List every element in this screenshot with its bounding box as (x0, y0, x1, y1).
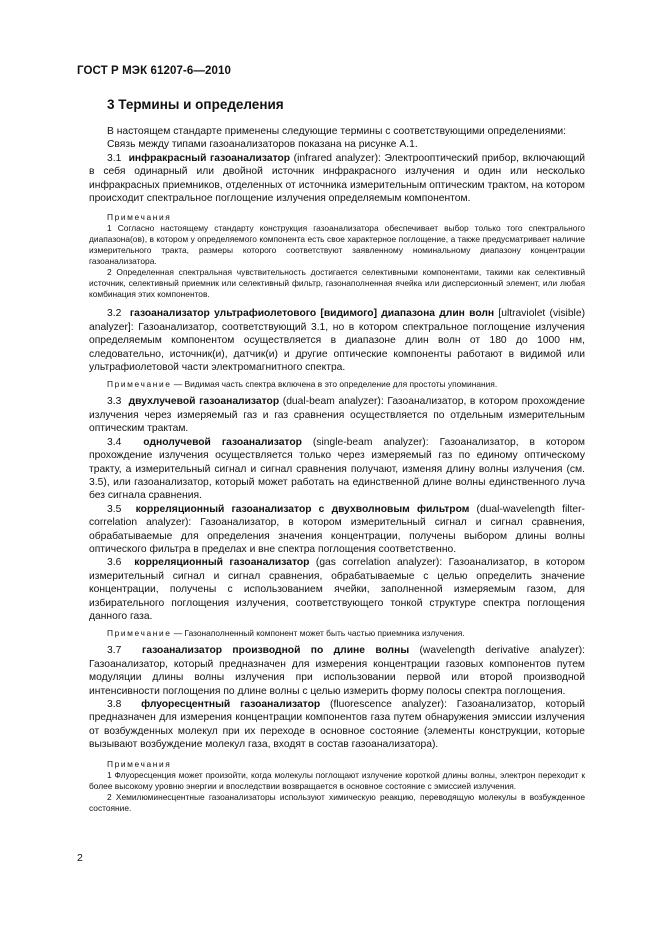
term-3-7: 3.7 газоанализатор производной по длине волны (wavelength derivative analyzer): Газоанализатор, который предназначен для измерения концентрации газовых компонентов путем модуляции длины волны излучения при использовании первой или второй производной интенсивности поглощения по длине волны с целью измерить форму полосы спектра поглощения. (89, 645, 585, 697)
term-3-4-title: однолучевой газоанализатор (143, 436, 302, 448)
term-3-2-title: газоанализатор ультрафиолетового [видимого] диапазона длин волн (129, 308, 495, 320)
note-3-2: Примечание — Видимая часть спектра включена в это определение для простоты упоминания. (107, 379, 498, 390)
note-3-6: Примечание — Газонаполненный компонент может быть частью приемника излучения. (107, 628, 465, 639)
term-3-1-title: инфракрасный газоанализатор (128, 152, 291, 164)
standard-header: ГОСТ Р МЭК 61207-6—2010 (77, 65, 231, 77)
note-3-1-2: 2 Определенная спектральная чувствительность достигается селективными компонентами, такими как селективный источник, селективный приемник или селективный фильтр, газонаполненная ячейка или дисперсионный элемент, или любая комбинация этих компонентов. (89, 267, 585, 300)
body-text (89, 125, 585, 814)
term-3-4: 3.4 однолучевой газоанализатор (single-beam analyzer): Газоанализатор, в котором прохождение излучения осуществляется только через измеряемый газ по единому оптическому тракту, а измерительный сигнал и сигнал сравнения получают, изменяя длину волны излучения (см. 3.5), или газоанализатор, который может работать на единственной длине волны единственного луча без сигнала сравнения. (89, 436, 585, 502)
section-title: 3 Термины и определения (107, 97, 284, 112)
term-3-3: 3.3 двухлучевой газоанализатор (dual-beam analyzer): Газоанализатор, в котором прохождение излучения через измеряемый газ и газ сравнения осуществляется по отдельным измерительным оптическим трактам. (89, 396, 585, 435)
term-3-3-title: двухлучевой газоанализатор (128, 396, 280, 408)
term-3-5-title: корреляционный газоанализатор с двухволновым фильтром (135, 503, 470, 515)
note-3-8-2: 2 Хемилюминесцентные газоанализаторы используют химическую реакцию, переводящую молекулы в возбужденное состояние. (89, 791, 585, 813)
intro-paragraph-2: Связь между типами газоанализаторов показана на рисунке А.1. (107, 139, 418, 151)
term-3-8-title: флуоресцентный газоанализатор (141, 699, 321, 710)
note-3-8-1: 1 Флуоресценция может произойти, когда молекулы поглощают излучение короткой длины волны, электрон переходит к более высокому уровню энергии и впоследствии возвращается в основное состояние с эмиссией излучения. (89, 769, 585, 791)
term-3-7-title: газоанализатор производной по длине волны (142, 645, 410, 657)
notes-heading: Примечания (107, 212, 172, 223)
term-3-6-title: корреляционный газоанализатор (134, 557, 310, 569)
term-3-8: 3.8 флуоресцентный газоанализатор (fluorescence analyzer): Газоанализатор, который предназначен для измерения концентрации компонентов газа путем обнаружения эмиссии излучения от возбужденных молекул при их переходе в основное состояние (элементы конструкции, которые вызывают возбуждение молекул газа, входят в состав газоанализатора). (89, 699, 585, 751)
term-3-2: 3.2 газоанализатор ультрафиолетового [видимого] диапазона длин волн [ultraviolet (visible) analyzer]: Газоанализатор, соответствующий 3.1, но в котором спектральное поглощение излучения определяемым компонентом осуществляется в диапазоне длин волн от 180 до 1000 нм, следовательно, источник(и), датчик(и) и другие оптические компоненты работают в видимой или ультрафиолетовой части электромагнитного спектра. (89, 308, 586, 374)
term-3-5: 3.5 корреляционный газоанализатор с двухволновым фильтром (dual-wavelength filter-correlation analyzer): Газоанализатор, в котором измерительный сигнал и сигнал сравнения, обрабатываемые для определения значения концентрации, получены выбором длины волны оптического фильтра в пределах и вне спектра поглощения соответственно. (89, 503, 585, 555)
page-number: 2 (77, 852, 83, 864)
term-3-1: 3.1 инфракрасный газоанализатор (infrared analyzer): Электрооптический прибор, включающий в себя одинарный или двойной источник инфракрасного излучения и один или несколько инфракрасных приемников, отделенных от источника измерительным оптическим трактом, на котором происходит спектральное поглощение излучения определяемым компонентом. (89, 152, 585, 205)
note-3-1-1: 1 Согласно настоящему стандарту конструкция газоанализатора обеспечивает выбор только того спектрального диапазона(ов), в котором у определяемого компонента есть свое характерное поглощение, а также предусматривает наличие измерительного тракта, размеры которого соответствуют заявленному номинальному диапазону концентрации газоанализатора. (89, 223, 585, 267)
notes-heading-2: Примечания (107, 758, 172, 769)
term-3-6: 3.6 корреляционный газоанализатор (gas correlation analyzer): Газоанализатор, в котором измерительный сигнал и сигнал сравнения, обрабатываемые с целью определить значение концентрации, получены с использованием ячейки, заполненной измеряемым газом, для избирательного поглощения излучения, соответствующего тонкой структуре спектра поглощения данного газа. (89, 557, 585, 622)
intro-paragraph-1: В настоящем стандарте применены следующие термины с соответствующими определениями: (107, 126, 567, 137)
